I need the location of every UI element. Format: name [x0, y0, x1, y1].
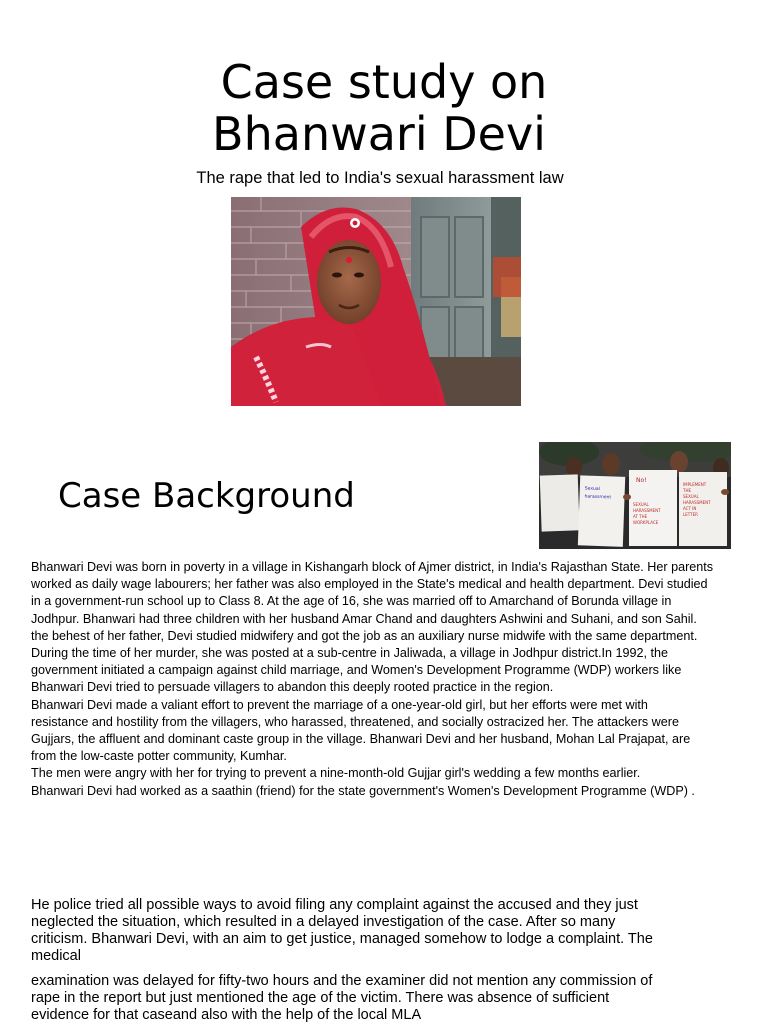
svg-text:No!: No! — [636, 477, 647, 484]
svg-text:Sexual: Sexual — [584, 486, 600, 493]
text-line: He police tried all possible ways to avoid filing any complaint against the accused and they just — [31, 897, 638, 913]
background-paragraph — [31, 559, 751, 800]
text-line: criticism. Bhanwari Devi, with an aim to get justice, managed somehow to lodge a complaint. The — [31, 931, 653, 947]
text-line: the behest of her father, Devi studied midwifery and got the job as an auxiliary nurse midwife with the same department. — [31, 628, 698, 643]
text-line: resistance and hostility from the villagers, who harassed, threatened, and socially ostracized her. The attackers were — [31, 714, 679, 729]
svg-text:HARASSMENT: HARASSMENT — [633, 508, 661, 513]
text-line: During the time of her murder, she was posted at a sub-centre in Jaliwada, a village in Jodhpur district.In 1992, the — [31, 646, 669, 661]
text-line: worked as daily wage labourers; her father was also employed in the State's medical and health department. Devi studied — [31, 577, 708, 592]
svg-text:THE: THE — [683, 488, 691, 493]
police-paragraph — [31, 897, 711, 965]
text-line: from the low-caste potter community, Kumhar. — [31, 749, 287, 764]
text-line: in a government-run school up to Class 8. At the age of 16, she was married off to Amarchand of Borunda village in — [31, 594, 672, 609]
text-line: Bhanwari Devi tried to persuade villagers to abandon this deeply rooted practice in the region. — [31, 680, 554, 695]
svg-text:ACT IN: ACT IN — [683, 506, 697, 511]
protest-photo — [539, 442, 731, 549]
svg-text:SEXUAL: SEXUAL — [633, 502, 649, 507]
text-line: Bhanwari Devi was born in poverty in a village in Kishangarh block of Ajmer district, in India's Rajasthan State. Her parents — [31, 560, 714, 574]
title-line-2: Bhanwari Devi — [212, 107, 546, 161]
document-title — [0, 56, 768, 160]
document-subtitle: The rape that led to India's sexual harassment law — [196, 169, 564, 187]
text-line: government initiated a campaign against child marriage, and Women's Development Programme (WDP) workers like — [31, 663, 682, 678]
svg-text:AT THE: AT THE — [633, 514, 648, 519]
svg-text:harassment: harassment — [584, 494, 612, 501]
svg-text:HARASSMENT: HARASSMENT — [683, 500, 711, 505]
text-line: evidence for that caseand also with the help of the local MLA — [31, 1007, 422, 1023]
text-line: The men were angry with her for trying to prevent a nine-month-old Gujjar girl's wedding a few months earlier. — [31, 766, 641, 781]
svg-text:IMPLEMENT: IMPLEMENT — [683, 482, 707, 487]
text-line: Jodhpur. Bhanwari had three children with her husband Amar Chand and daughters Ashwini and Suhani, and son Sahil. — [31, 611, 697, 626]
section-heading: Case Background — [58, 476, 355, 516]
svg-text:SEXUAL: SEXUAL — [683, 494, 699, 499]
title-line-1: Case study on — [220, 55, 548, 109]
text-line: Bhanwari Devi made a valiant effort to prevent the marriage of a one-year-old girl, but her efforts were met with — [31, 697, 648, 712]
examination-paragraph — [31, 973, 711, 1024]
svg-text:WORKPLACE: WORKPLACE — [633, 520, 659, 525]
text-line: Gujjars, the affluent and dominant caste group in the village. Bhanwari Devi and her husband, Mohan Lal Prajapat, are — [31, 732, 691, 747]
text-line: Bhanwari Devi had worked as a saathin (friend) for the state government's Women's Development Programme (WDP) . — [31, 783, 695, 798]
text-line: examination was delayed for fifty-two hours and the examiner did not mention any commission of — [31, 973, 653, 989]
svg-text:LETTER: LETTER — [683, 512, 698, 517]
text-line: rape in the report but just mentioned the age of the victim. There was absence of sufficient — [31, 990, 610, 1006]
bhanwari-devi-photo — [231, 197, 521, 406]
text-line: medical — [31, 948, 81, 964]
text-line: neglected the situation, which resulted in a delayed investigation of the case. After so many — [31, 914, 616, 930]
